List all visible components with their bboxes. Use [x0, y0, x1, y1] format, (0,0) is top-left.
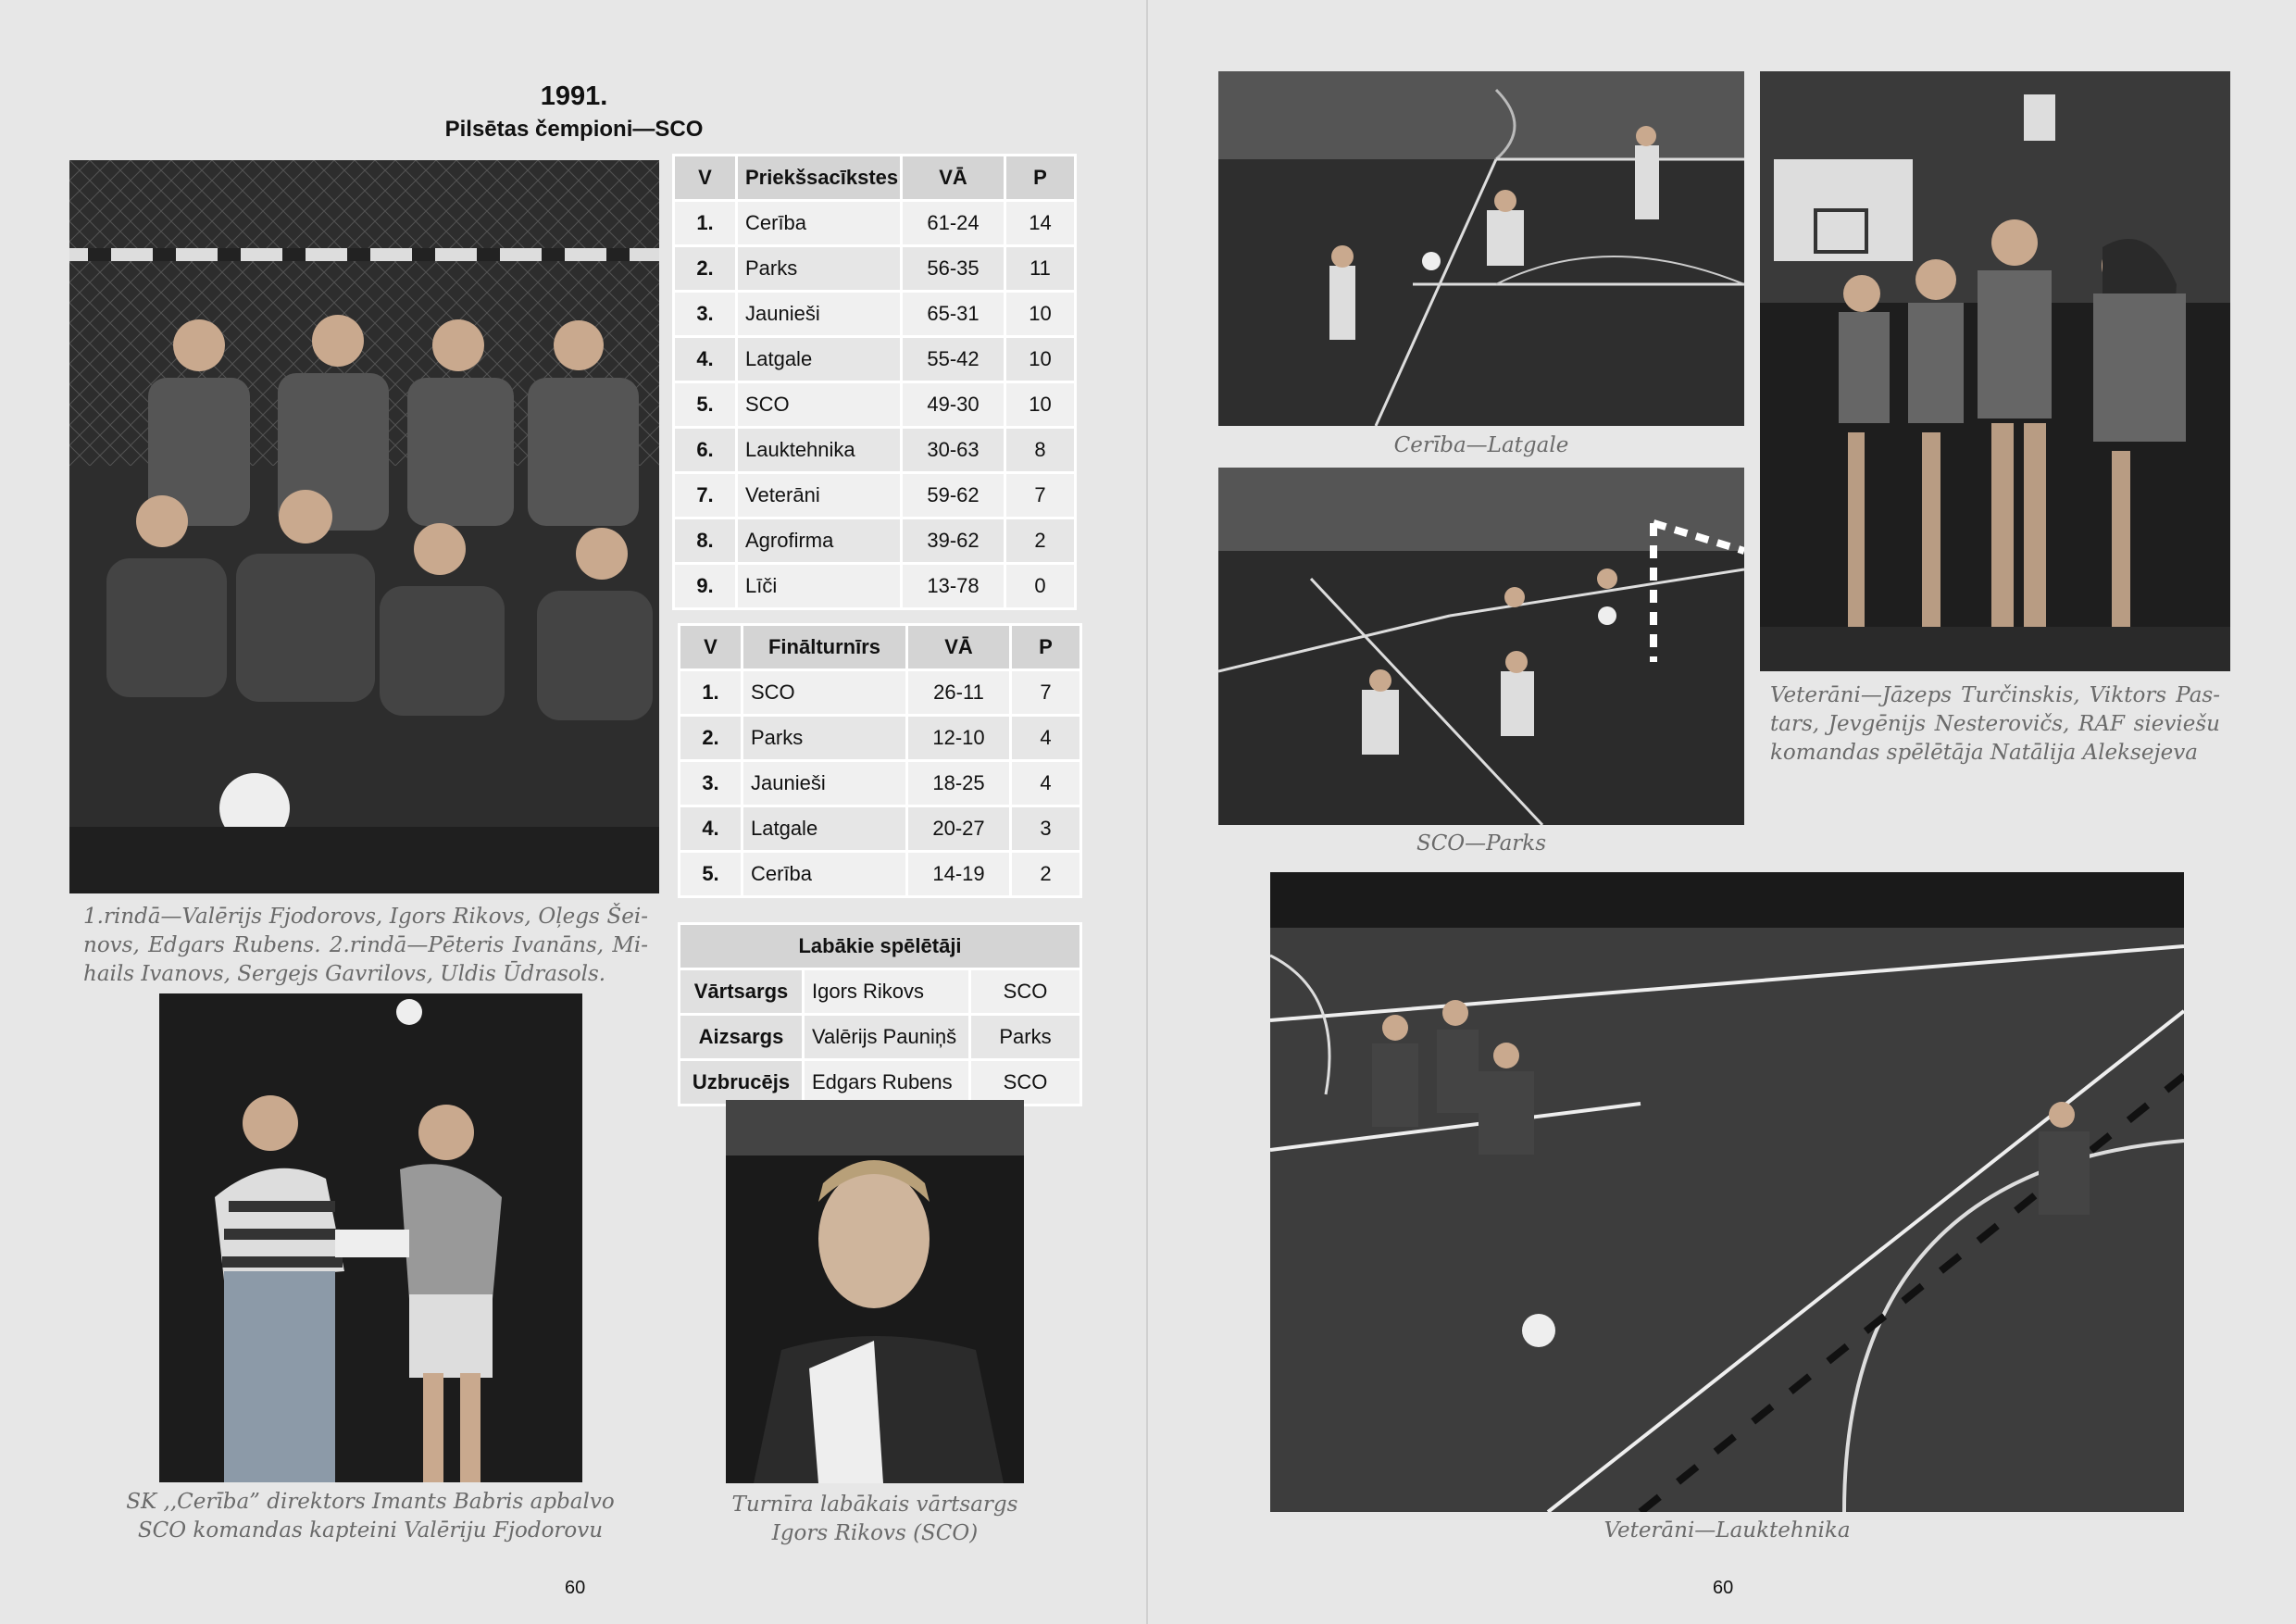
- team-photo: [69, 160, 659, 893]
- team: Jaunieši: [737, 292, 902, 337]
- team: Cerība: [742, 852, 907, 897]
- goals: 20-27: [907, 806, 1011, 852]
- place: 4.: [674, 337, 737, 382]
- points: 2: [1005, 518, 1076, 564]
- header-goals: VĀ: [902, 156, 1005, 201]
- award-caption-line2: SCO komandas kapteini Valēriju Fjodorovu: [137, 1518, 604, 1543]
- table-row: [680, 670, 1081, 716]
- game1-caption: Cerība—Latgale: [1393, 433, 1569, 457]
- place: 3.: [680, 761, 742, 806]
- place: 8.: [674, 518, 737, 564]
- points: 14: [1005, 201, 1076, 246]
- goalkeeper-caption-line2: Igors Rikovs (SCO): [771, 1521, 979, 1545]
- goals: 59-62: [902, 473, 1005, 518]
- points: 10: [1005, 292, 1076, 337]
- place: 1.: [680, 670, 742, 716]
- team: Lauktehnika: [737, 428, 902, 473]
- goals: 39-62: [902, 518, 1005, 564]
- page-subtitle: Pilsētas čempioni—SCO: [444, 117, 704, 142]
- goals: 56-35: [902, 246, 1005, 292]
- table-row: [680, 1015, 1081, 1060]
- game-photo-veterani-lauktehnika: [1270, 872, 2184, 1512]
- team: Jaunieši: [742, 761, 907, 806]
- team: Parks: [742, 716, 907, 761]
- goals: 12-10: [907, 716, 1011, 761]
- player: Igors Rikovs: [804, 969, 970, 1015]
- header-points: P: [1011, 625, 1081, 670]
- points: 10: [1005, 337, 1076, 382]
- page-year-title: 1991.: [540, 81, 608, 111]
- header-v: V: [680, 625, 742, 670]
- place: 6.: [674, 428, 737, 473]
- header-v: V: [674, 156, 737, 201]
- table-row: [674, 518, 1076, 564]
- veterans-photo: [1760, 71, 2230, 671]
- goals: 26-11: [907, 670, 1011, 716]
- veterans-caption: Veterāni—Jāzeps Turčinskis, Viktors Pas-tars, Jevgēnijs Nesterovičs, RAF sieviešu komandas spēlētāja Natālija Aleksejeva: [1770, 683, 2220, 765]
- goals: 18-25: [907, 761, 1011, 806]
- table-row: [680, 761, 1081, 806]
- place: 9.: [674, 564, 737, 609]
- award-photo: [159, 993, 582, 1482]
- player: Edgars Rubens: [804, 1060, 970, 1106]
- team: Cerība: [737, 201, 902, 246]
- game-photo-sco-parks: [1218, 468, 1744, 825]
- place: 1.: [674, 201, 737, 246]
- goals: 61-24: [902, 201, 1005, 246]
- header-points: P: [1005, 156, 1076, 201]
- award-caption-line1: SK ,,Cerība” direktors Imants Babris apbalvo: [126, 1490, 615, 1514]
- team: Parks: [970, 1015, 1081, 1060]
- goals: 55-42: [902, 337, 1005, 382]
- points: 11: [1005, 246, 1076, 292]
- table-row: [674, 473, 1076, 518]
- team: Latgale: [742, 806, 907, 852]
- header-competition: Priekšsacīkstes: [737, 156, 902, 201]
- goals: 65-31: [902, 292, 1005, 337]
- game2-caption: SCO—Parks: [1416, 831, 1547, 856]
- role: Aizsargs: [680, 1015, 804, 1060]
- team: Parks: [737, 246, 902, 292]
- game3-caption: Veterāni—Lauktehnika: [1603, 1518, 1851, 1543]
- place: 2.: [674, 246, 737, 292]
- table-row: [674, 382, 1076, 428]
- page-number-right: 60: [1713, 1578, 1734, 1598]
- points: 2: [1011, 852, 1081, 897]
- team: SCO: [737, 382, 902, 428]
- header-competition: Finālturnīrs: [742, 625, 907, 670]
- table-row: [674, 246, 1076, 292]
- table-header-row: [674, 156, 1076, 201]
- place: 7.: [674, 473, 737, 518]
- goals: 14-19: [907, 852, 1011, 897]
- goalkeeper-caption-line1: Turnīra labākais vārtsargs: [731, 1493, 1018, 1517]
- goals: 13-78: [902, 564, 1005, 609]
- points: 7: [1011, 670, 1081, 716]
- points: 10: [1005, 382, 1076, 428]
- place: 3.: [674, 292, 737, 337]
- page-number-left: 60: [565, 1578, 586, 1598]
- table-row: [674, 337, 1076, 382]
- place: 5.: [680, 852, 742, 897]
- table-row: [680, 969, 1081, 1015]
- table-row: [680, 852, 1081, 897]
- table-row: [680, 1060, 1081, 1106]
- game-photo-ceriba-latgale: [1218, 71, 1744, 426]
- table-row: [680, 806, 1081, 852]
- goals: 30-63: [902, 428, 1005, 473]
- team: SCO: [742, 670, 907, 716]
- role: Uzbrucējs: [680, 1060, 804, 1106]
- final-standings-table: [678, 623, 1082, 898]
- table-header-row: [680, 924, 1081, 969]
- team: Agrofirma: [737, 518, 902, 564]
- header-goals: VĀ: [907, 625, 1011, 670]
- team: Līči: [737, 564, 902, 609]
- goals: 49-30: [902, 382, 1005, 428]
- team: SCO: [970, 969, 1081, 1015]
- table-header-row: [680, 625, 1081, 670]
- place: 2.: [680, 716, 742, 761]
- best-players-table: [678, 922, 1082, 1106]
- table-row: [680, 716, 1081, 761]
- points: 7: [1005, 473, 1076, 518]
- place: 4.: [680, 806, 742, 852]
- goalkeeper-photo: [726, 1100, 1024, 1483]
- player: Valērijs Pauniņš: [804, 1015, 970, 1060]
- preliminary-standings-table: [672, 154, 1077, 610]
- place: 5.: [674, 382, 737, 428]
- team-photo-caption: 1.rindā—Valērijs Fjodorovs, Igors Rikovs, Oļegs Šei-novs, Edgars Rubens. 2.rindā—Pēteris Ivanāns, Mi-hails Ivanovs, Sergejs Gavrilovs, Uldis Ūdrasols.: [83, 905, 648, 986]
- points: 4: [1011, 761, 1081, 806]
- table-row: [674, 201, 1076, 246]
- team: Veterāni: [737, 473, 902, 518]
- team: Latgale: [737, 337, 902, 382]
- book-spine: [1146, 0, 1148, 1624]
- table-row: [674, 564, 1076, 609]
- points: 8: [1005, 428, 1076, 473]
- table-row: [674, 292, 1076, 337]
- points: 3: [1011, 806, 1081, 852]
- best-players-title: Labākie spēlētāji: [680, 924, 1081, 969]
- table-row: [674, 428, 1076, 473]
- points: 0: [1005, 564, 1076, 609]
- points: 4: [1011, 716, 1081, 761]
- team: SCO: [970, 1060, 1081, 1106]
- role: Vārtsargs: [680, 969, 804, 1015]
